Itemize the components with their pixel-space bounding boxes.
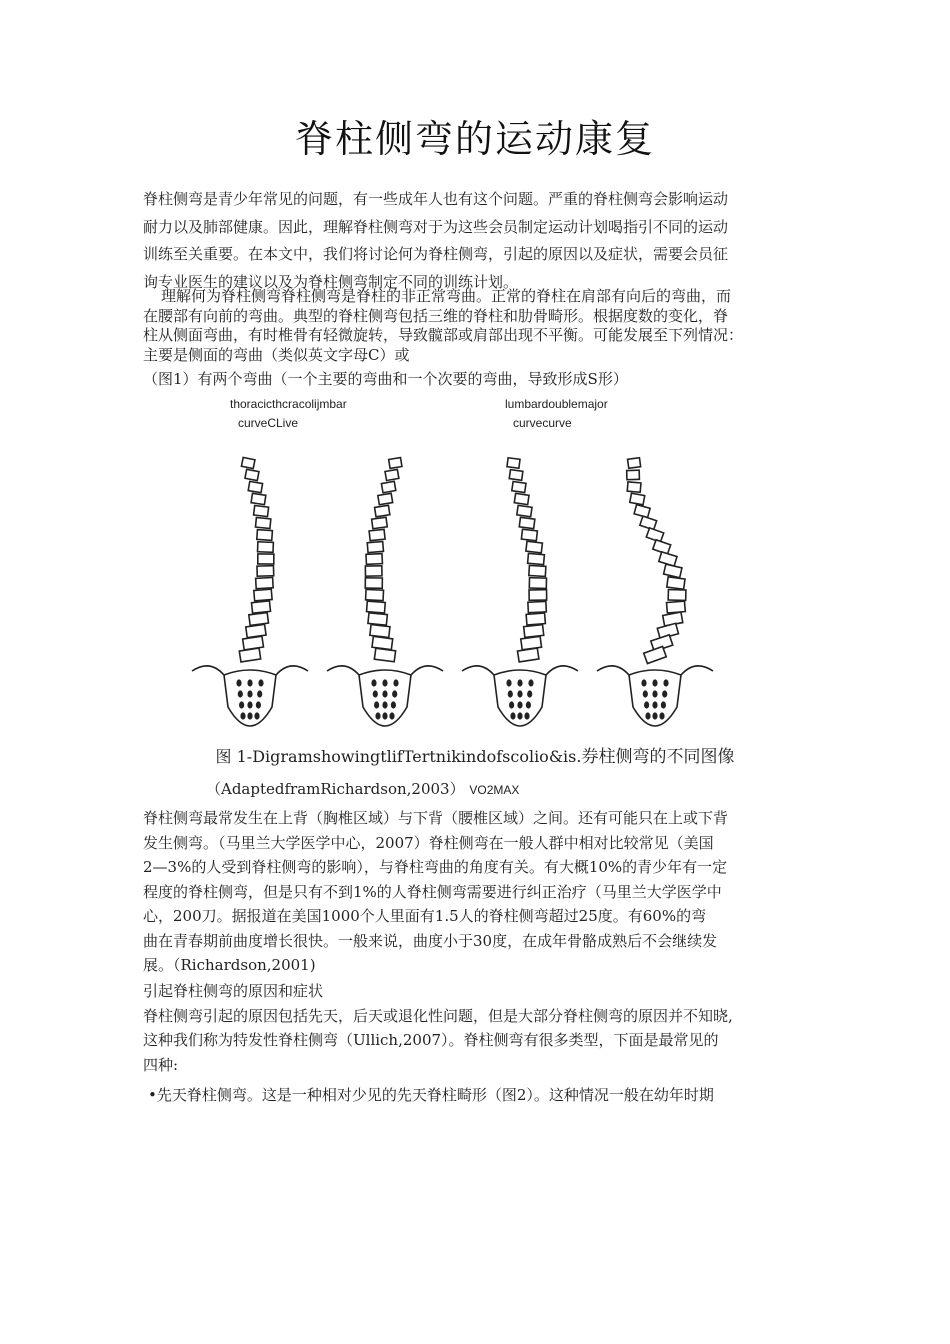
spine-drawing (597, 458, 713, 726)
figure-label-left-1: thoracicthcracolijmbar (230, 397, 347, 411)
bullet-item: •先天脊柱侧弯。这是一种相对少见的先天脊柱畸形（图2）。这种情况一般在幼年时期 (148, 1086, 714, 1104)
spine-drawing (462, 458, 578, 726)
causes-section (143, 979, 815, 1108)
spine-drawing (327, 458, 443, 726)
figure-label-right-1: lumbardoublemajor (505, 397, 608, 411)
text-line: 耐力以及肺部健康。因此，理解脊柱侧弯对于为这些会员制定运动计划喝指引不同的运动 (143, 217, 729, 236)
credit-text: （AdaptedframRichardson,2003） (206, 780, 465, 798)
figure-label-right-2: curvecurve (513, 416, 572, 430)
text-line: 训练至关重要。在本文中，我们将讨论何为脊柱侧弯，引起的原因以及症状，需要会员征 (143, 245, 729, 263)
figure-label-left-2: curveCLive (238, 416, 299, 430)
caption-text: 图 1-DigramshowingtlifTertnikindofscolio&is. (215, 747, 582, 766)
credit-tag: VO2MAX (469, 783, 520, 797)
text-line: 程度的脊柱侧弯，但是只有不到1%的人脊柱侧弯需要进行纠正治疗（马里兰大学医学中 (143, 882, 722, 901)
text-line: 理解何为脊柱侧弯脊柱侧弯是脊柱的非正常弯曲。正常的脊柱在肩部有向后的弯曲，而 (161, 287, 732, 305)
intro-paragraph (143, 186, 815, 296)
text-line: 询专业医生的建议以及为脊柱侧弯制定不同的训练计划。 (143, 272, 519, 291)
text-line: 2—3%的人受到脊柱侧弯的影响），与脊柱弯曲的角度有关。有大概10%的青少年有一定 (143, 858, 728, 876)
definition-paragraph (143, 287, 815, 390)
text-line: 柱从侧面弯曲，有时椎骨有轻微旋转，导致髋部或肩部出现不平衡。可能发展至下列情况： (143, 326, 744, 344)
text-line: 脊柱侧弯是青少年常见的问题，有一些成年人也有这个问题。严重的脊柱侧弯会影响运动 (143, 190, 729, 208)
figure-caption (0, 742, 950, 767)
document-title: 脊柱侧弯的运动康复 (294, 117, 655, 161)
text-line: 曲在青春期前曲度增长很快。一般来说，曲度小于30度，在成年骨骼成熟后不会继续发 (143, 931, 718, 950)
figure-credit (206, 778, 519, 799)
statistics-paragraph (143, 806, 815, 978)
text-line: 四种: (143, 1055, 179, 1074)
text-line: 心，200刀。据报道在美国1000个人里面有1.5人的脊柱侧弯超过25度。有60%的弯 (143, 907, 707, 925)
text-line: 脊柱侧弯引起的原因包括先天，后天或退化性问题，但是大部分脊柱侧弯的原因并不知晓, (143, 1006, 733, 1025)
text-line: 脊柱侧弯最常发生在上背（胸椎区域）与下背（腰椎区域）之间。还有可能只在上或下背 (143, 809, 729, 827)
text-line: 这种我们称为特发性脊柱侧弯（Ullich,2007）。脊柱侧弯有很多类型，下面是最常见的 (143, 1031, 719, 1049)
text-line: 在腰部有向前的弯曲。典型的脊柱侧弯包括三维的脊柱和肋骨畸形。根据度数的变化，脊 (143, 306, 729, 325)
text-line: 展。（Richardson,2001) (143, 956, 316, 974)
spine-drawing (192, 457, 308, 726)
caption-chinese: 券柱侧弯的不同图像 (581, 747, 735, 767)
text-line: （图1）有两个弯曲（一个主要的弯曲和一个次要的弯曲，导致形成S形） (143, 370, 628, 388)
section-heading: 引起脊柱侧弯的原因和症状 (143, 982, 324, 1000)
text-line: 发生侧弯。（马里兰大学医学中心，2007）脊柱侧弯在一般人群中相对比较常见（美国 (143, 833, 714, 852)
scoliosis-figure (190, 455, 740, 745)
text-line: 主要是侧面的弯曲（类似英文字母C）或 (143, 345, 410, 364)
